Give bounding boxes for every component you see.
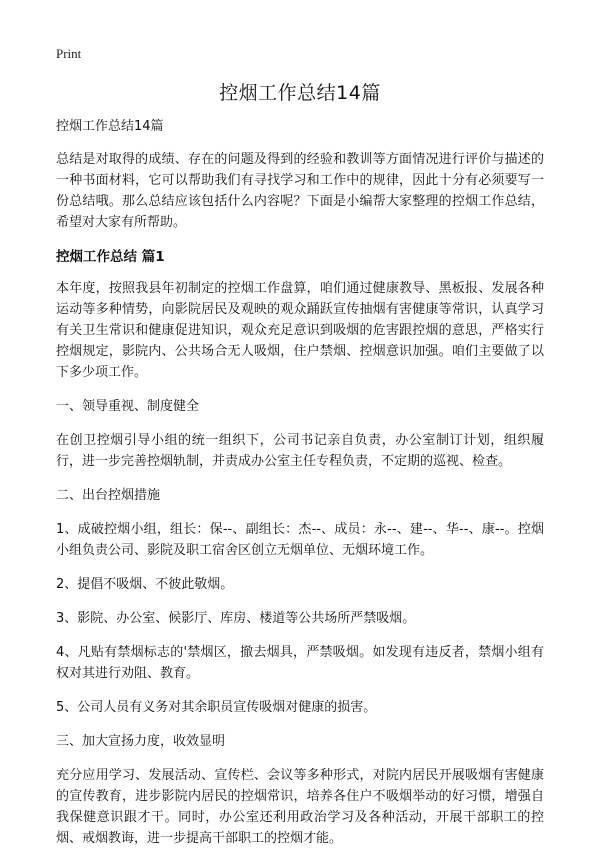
print-link[interactable]: Print [56,46,82,61]
body-paragraph-2: 在创卫控烟引导小组的统一组织下，公司书记亲自负责，办公室制订计划，组织履行，进一步完善控烟轨制，并责成办公室主任专程负责，不定期的巡视、检查。 [56,433,544,469]
measure-item-5: 5、公司人员有义务对其余职员宣传吸烟对健康的损害。 [56,700,377,715]
section-heading: 控烟工作总结 篇1 [56,249,165,265]
body-paragraph-1: 本年度，按照我县年初制定的控烟工作盘算，咱们通过健康教导、黑板报、发展各种运动等多种情势，向影院居民及观映的观众踊跃宣传抽烟有害健康等常识，认真学习有关卫生常识和健康促进知识，观众充足意识到吸烟的危害跟控烟的意思，严格实行控烟规定，影院内、公共场合无人吸烟，住户禁烟、控烟意识加强。咱们主要做了以下多少项工作。 [56,281,544,380]
measure-item-2: 2、提倡不吸烟、不彼此敬烟。 [56,577,234,592]
document-title: 控烟工作总结14篇 [219,82,381,104]
subheading-publicity: 三、加大宣扬力度，收效显明 [56,734,226,749]
document-body [56,116,544,862]
measure-item-3: 3、影院、办公室、候影厅、库房、楼道等公共场所严禁吸烟。 [56,611,416,626]
measure-item-4: 4、凡贴有禁烟标志的'禁烟区，撤去烟具，严禁吸烟。如发现有违反者，禁烟小组有权对其进行劝阻、教育。 [56,645,544,681]
intro-paragraph: 总结是对取得的成绩、存在的问题及得到的经验和教训等方面情况进行评价与描述的一种书面材料，它可以帮助我们有寻找学习和工作中的规律，因此十分有必须要写一份总结哦。那么总结应该包括什么内容呢？下面是小编帮大家整理的控烟工作总结，希望对大家有所帮助。 [56,152,544,230]
measure-item-1: 1、成破控烟小组，组长：保--、副组长：杰--、成员：永--、建--、华--、康--。控烟小组负责公司、影院及职工宿舍区创立无烟单位、无烟环境工作。 [56,522,544,558]
body-paragraph-3: 充分应用学习、发展活动、宣传栏、会议等多种形式，对院内居民开展吸烟有害健康的宣传教育，进步影院内居民的控烟常识，培养各住户不吸烟举动的好习惯，增强自我保健意识跟才干。同时，办公室还利用政治学习及各种活动，开展干部职工的控烟、戒烟教诲，进一步提高干部职工的控烟才能。 [56,768,544,846]
subheading-leadership: 一、领导重视、制度健全 [56,399,200,414]
document-subtitle: 控烟工作总结14篇 [56,119,164,134]
subheading-measures: 二、出台控烟措施 [56,488,161,503]
